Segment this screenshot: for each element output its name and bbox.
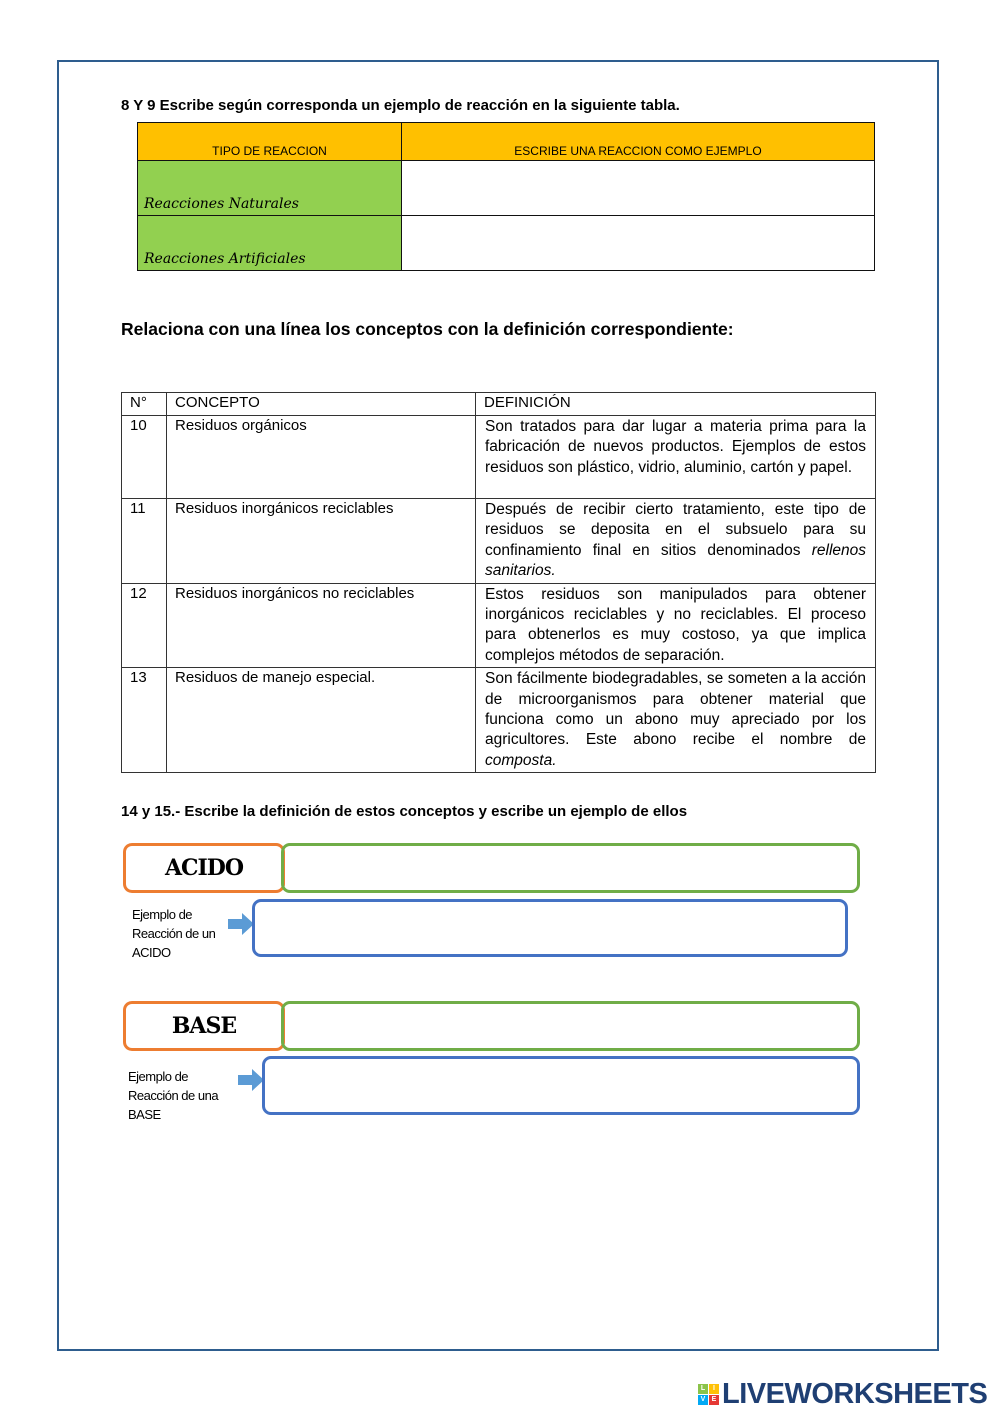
definition-italic: composta. (485, 751, 557, 769)
definition-italic: rellenos sanitarios. (485, 541, 866, 580)
table-row (122, 583, 876, 668)
definition-text: Estos residuos son manipulados para obtener inorgánicos reciclables y no reciclables. El proceso para obtenerlos es muy costoso, ya que implica complejos métodos de separación. (485, 585, 866, 664)
concept[interactable]: Residuos de manejo especial. (167, 668, 476, 773)
acid-definition-input[interactable] (281, 843, 860, 893)
definition[interactable] (476, 499, 876, 584)
base-label: BASE (171, 1013, 237, 1039)
liveworksheets-logo (698, 1378, 987, 1411)
definition-text: Son tratados para dar lugar a materia prima para la fabricación de nuevos productos. Ejemplos de estos residuos son plástico, vidrio, aluminio, cartón y papel. (485, 418, 866, 476)
row-number: 11 (122, 499, 167, 584)
definition-text: Son fácilmente biodegradables, se someten a la acción de microorganismos para obtener material que funciona como un abono muy apreciado por los agricultores. Este abono recibe el nombre de (485, 670, 866, 749)
concept[interactable]: Residuos inorgánicos reciclables (167, 499, 476, 584)
logo-text: LIVEWORKSHEETS (722, 1378, 988, 1410)
question-8-9-title: 8 Y 9 Escribe según corresponda un ejemplo de reacción en la siguiente tabla. (121, 97, 680, 114)
definition[interactable] (476, 668, 876, 773)
arrow-right-icon (238, 1069, 264, 1091)
table-row (122, 668, 876, 773)
acid-example-label: Ejemplo de Reacción de un ACIDO (132, 907, 216, 960)
header-concepto: CONCEPTO (167, 393, 476, 416)
header-definicion: DEFINICIÓN (476, 393, 876, 416)
base-definition-input[interactable] (281, 1001, 860, 1051)
definition-text: Después de recibir cierto tratamiento, este tipo de residuos se deposita en el subsuelo para su confinamiento final en sitios denominados (485, 501, 866, 559)
concept-table (121, 392, 876, 773)
logo-cube-icon: L I V E (698, 1384, 719, 1405)
answer-cell-naturales[interactable] (402, 161, 875, 216)
question-14-15-title: 14 y 15.- Escribe la definición de estos conceptos y escribe un ejemplo de ellos (121, 803, 688, 820)
concept[interactable]: Residuos orgánicos (167, 416, 476, 499)
row-number: 13 (122, 668, 167, 773)
header-ejemplo: ESCRIBE UNA REACCION COMO EJEMPLO (402, 123, 875, 161)
header-n: N° (122, 393, 167, 416)
row-number: 12 (122, 583, 167, 668)
row-label: Reacciones Artificiales (138, 216, 402, 271)
base-example-label: Ejemplo de Reacción de una BASE (128, 1069, 219, 1122)
reaction-table (137, 122, 875, 271)
relate-title: Relaciona con una línea los conceptos con la definición correspondiente: (121, 319, 734, 339)
acid-example-input[interactable] (252, 899, 848, 957)
definition[interactable] (476, 583, 876, 668)
table-row (122, 416, 876, 499)
base-example-input[interactable] (262, 1056, 860, 1115)
row-number: 10 (122, 416, 167, 499)
table-row (122, 499, 876, 584)
header-tipo: TIPO DE REACCION (138, 123, 402, 161)
acid-label-box (123, 843, 285, 893)
definition[interactable] (476, 416, 876, 499)
row-label: Reacciones Naturales (138, 161, 402, 216)
acid-label: ACIDO (164, 855, 244, 881)
base-label-box (123, 1001, 285, 1051)
concept[interactable]: Residuos inorgánicos no reciclables (167, 583, 476, 668)
arrow-right-icon (228, 913, 254, 935)
answer-cell-artificiales[interactable] (402, 216, 875, 271)
